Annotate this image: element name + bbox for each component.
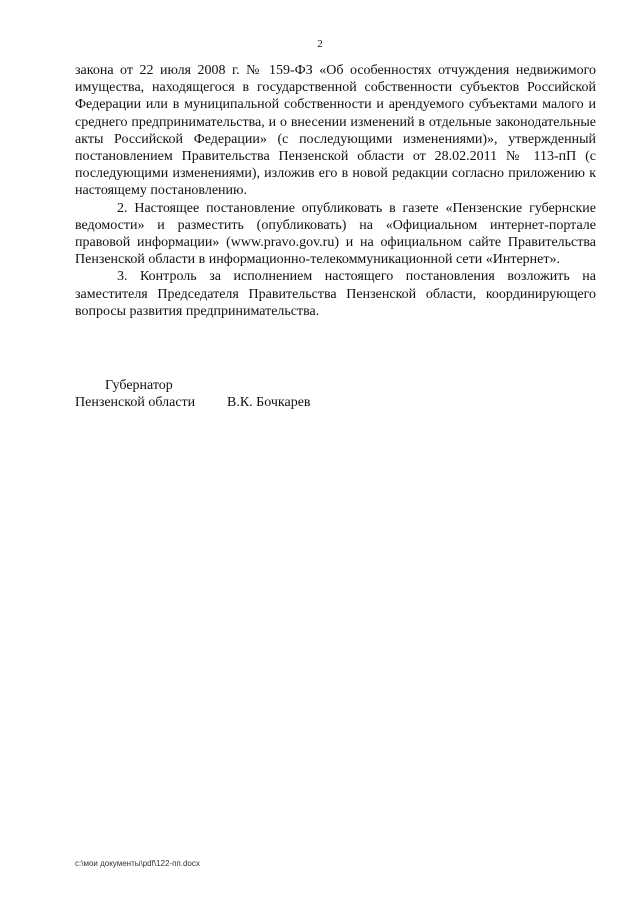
signature-line: [75, 394, 311, 411]
paragraph-control: 3. Контроль за исполнением настоящего постановления возложить на заместителя Председателя Правительства Пензенской области, координирующего вопросы развития предпринимательства.: [75, 269, 596, 319]
paragraph-continuation: закона от 22 июля 2008 г. № 159-ФЗ «Об особенностях отчуждения недвижимого имущества, находящегося в государственной собственности субъектов Российской Федерации или в муниципальной собственности и арендуемого субъектами малого и среднего предпринимательства, и о внесении изменений в отдельные законодательные акты Российской Федерации» (с последующими изменениями)», утвержденный постановлением Правительства Пензенской области от 28.02.2011 № 113-пП (с последующими изменениями), изложив его в новой редакции согласно приложению к настоящему постановлению.: [75, 63, 596, 199]
footer-file-path: c:\мои документы\pdf\122-пп.docx: [75, 859, 200, 868]
signature-region: Пензенской области: [75, 395, 196, 411]
signature-name: В.К. Бочкарев: [227, 395, 311, 411]
signature-title: Губернатор: [105, 378, 173, 393]
signature-block: [75, 377, 311, 411]
document-body: [75, 62, 596, 320]
paragraph-publication: 2. Настоящее постановление опубликовать в газете «Пензенские губернские ведомости» и разместить (опубликовать) на «Официальном интернет-портале правовой информации» (www.pravo.gov.ru) и на официальном сайте Правительства Пензенской области в информационно-телекоммуникационной сети «Интернет».: [75, 200, 596, 268]
page-number: 2: [317, 38, 323, 50]
